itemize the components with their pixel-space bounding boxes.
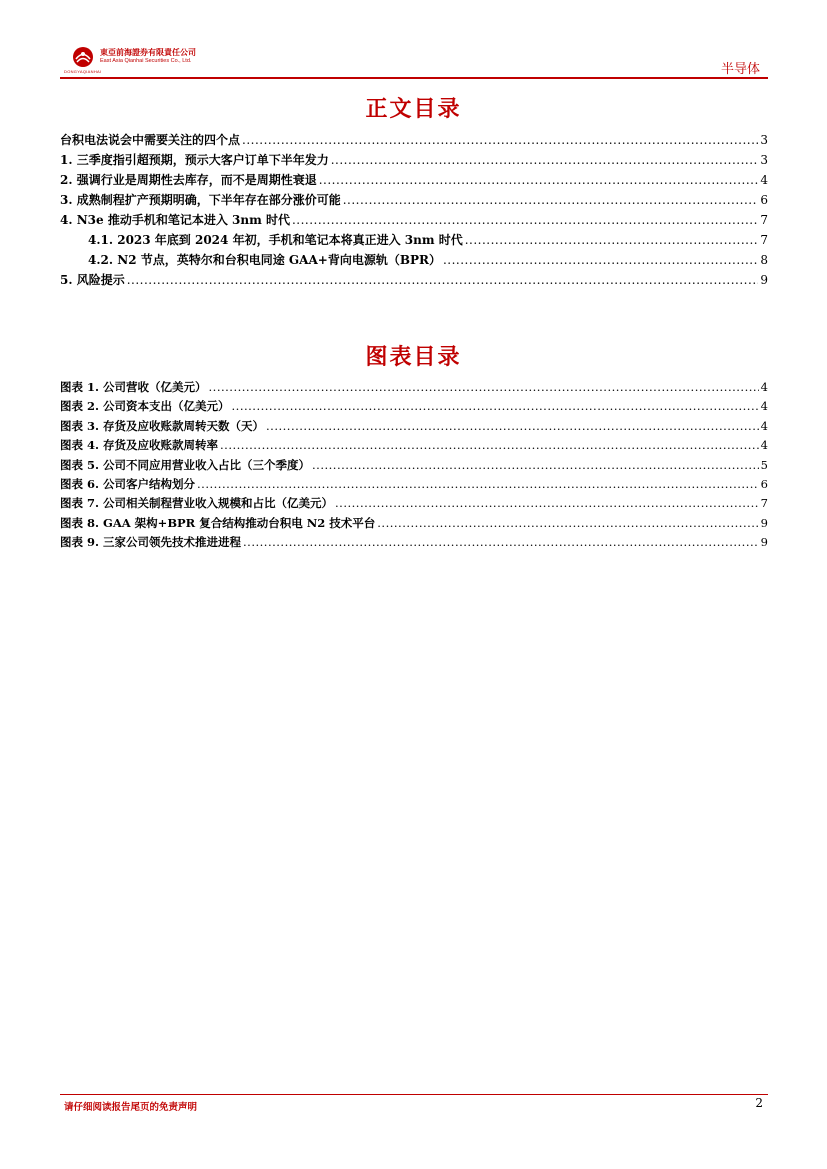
toc-leader	[443, 250, 758, 270]
figure-item-label: 图表 2. 公司资本支出（亿美元）	[60, 399, 230, 414]
toc-item-label: 台积电法说会中需要关注的四个点	[60, 133, 241, 147]
toc-item-label: 1. 三季度指引超预期，预示大客户订单下半年发力	[60, 153, 329, 167]
figure-item-label: 图表 8. GAA 架构+BPR 复合结构推动台积电 N2 技术平台	[60, 515, 376, 530]
figure-item[interactable]	[60, 378, 768, 397]
figure-item[interactable]	[60, 475, 768, 494]
company-logo-icon	[72, 46, 94, 68]
industry-label: 半导体	[720, 62, 760, 77]
figure-item-label: 图表 3. 存货及应收账款周转天数（天）	[60, 418, 265, 433]
toc-item[interactable]	[60, 270, 768, 290]
figure-item-label: 图表 1. 公司营收（亿美元）	[60, 380, 207, 394]
toc-item-label: 3. 成熟制程扩产预期明确，下半年存在部分涨价可能	[60, 193, 341, 207]
figure-item-page: 4	[760, 438, 768, 453]
figure-item-page: 4	[760, 418, 768, 433]
figure-item-label: 图表 4. 存货及应收账款周转率	[60, 438, 219, 453]
toc-item-page: 3	[760, 133, 768, 147]
figure-item-page: 9	[760, 515, 768, 530]
toc-leader	[197, 475, 759, 494]
toc-leader	[266, 417, 759, 436]
toc-item-page: 7	[760, 213, 768, 227]
figures-title: 图表目录	[365, 344, 462, 370]
toc-item-label: 4. N3e 推动手机和笔记本进入 3nm 时代	[60, 213, 290, 227]
header-divider	[60, 77, 768, 79]
toc-item-page: 9	[760, 273, 768, 287]
toc-item-label: 4.1. 2023 年底到 2024 年初，手机和笔记本将真正进入 3nm 时代	[88, 233, 463, 247]
logo-company-name-en: East Asia Qianhai Securities Co., Ltd.	[100, 58, 192, 64]
page-header	[60, 40, 768, 76]
contents-title: 正文目录	[365, 96, 462, 122]
toc-item-page: 8	[760, 253, 768, 267]
figure-item-label: 图表 5. 公司不同应用营业收入占比（三个季度）	[60, 457, 311, 472]
figure-item-page: 4	[760, 399, 768, 414]
figure-item[interactable]	[60, 533, 768, 552]
toc-leader	[331, 150, 759, 170]
figure-item-page: 6	[760, 476, 768, 491]
toc-leader	[319, 170, 759, 190]
toc-leader	[242, 130, 758, 150]
toc-subitem[interactable]	[60, 250, 768, 270]
figure-item-page: 9	[760, 535, 768, 550]
toc-leader	[377, 514, 758, 533]
toc-leader	[232, 397, 759, 416]
page-number: 2	[755, 1096, 763, 1110]
toc-item-label: 4.2. N2 节点，英特尔和台积电同途 GAA+背向电源轨（BPR）	[88, 253, 441, 267]
logo-subtext: DONGYAQIANHAI	[64, 69, 102, 74]
figure-item[interactable]	[60, 397, 768, 416]
figure-item[interactable]	[60, 456, 768, 475]
toc-item-label: 5. 风险提示	[60, 273, 125, 287]
figure-item-label: 图表 7. 公司相关制程营业收入规模和占比（亿美元）	[60, 496, 334, 511]
footer-divider	[60, 1094, 768, 1095]
toc-item-page: 4	[760, 173, 768, 187]
figure-item-label: 图表 6. 公司客户结构划分	[60, 476, 196, 491]
toc-item[interactable]	[60, 190, 768, 210]
figure-item[interactable]	[60, 417, 768, 436]
toc-item[interactable]	[60, 150, 768, 170]
figure-item-page: 4	[760, 380, 768, 394]
disclaimer-note: 请仔细阅读报告尾页的免责声明	[64, 1102, 198, 1113]
toc-item[interactable]	[60, 130, 768, 150]
toc-item[interactable]	[60, 210, 768, 230]
toc-item-page: 6	[760, 193, 768, 207]
toc-leader	[127, 270, 759, 290]
figure-item[interactable]	[60, 514, 768, 533]
figure-item[interactable]	[60, 494, 768, 513]
figure-item-label: 图表 9. 三家公司领先技术推进进程	[60, 535, 242, 550]
toc-leader	[343, 190, 759, 210]
figure-item-page: 5	[760, 457, 768, 472]
toc-leader	[220, 436, 759, 455]
toc-leader	[312, 456, 759, 475]
toc-item-page: 3	[760, 153, 768, 167]
toc-leader	[465, 230, 759, 250]
toc-item[interactable]	[60, 170, 768, 190]
toc-leader	[243, 533, 759, 552]
toc-item-page: 7	[760, 233, 768, 247]
toc-leader	[335, 494, 759, 513]
logo-company-name-cn: 東亞前海證券有限責任公司	[100, 48, 196, 57]
toc-subitem[interactable]	[60, 230, 768, 250]
figures-list	[60, 378, 768, 553]
toc-item-label: 2. 强调行业是周期性去库存，而不是周期性衰退	[60, 173, 317, 187]
toc-leader	[209, 378, 759, 397]
figure-item-page: 7	[760, 496, 768, 511]
contents-list	[60, 130, 768, 290]
figure-item[interactable]	[60, 436, 768, 455]
toc-leader	[292, 210, 758, 230]
